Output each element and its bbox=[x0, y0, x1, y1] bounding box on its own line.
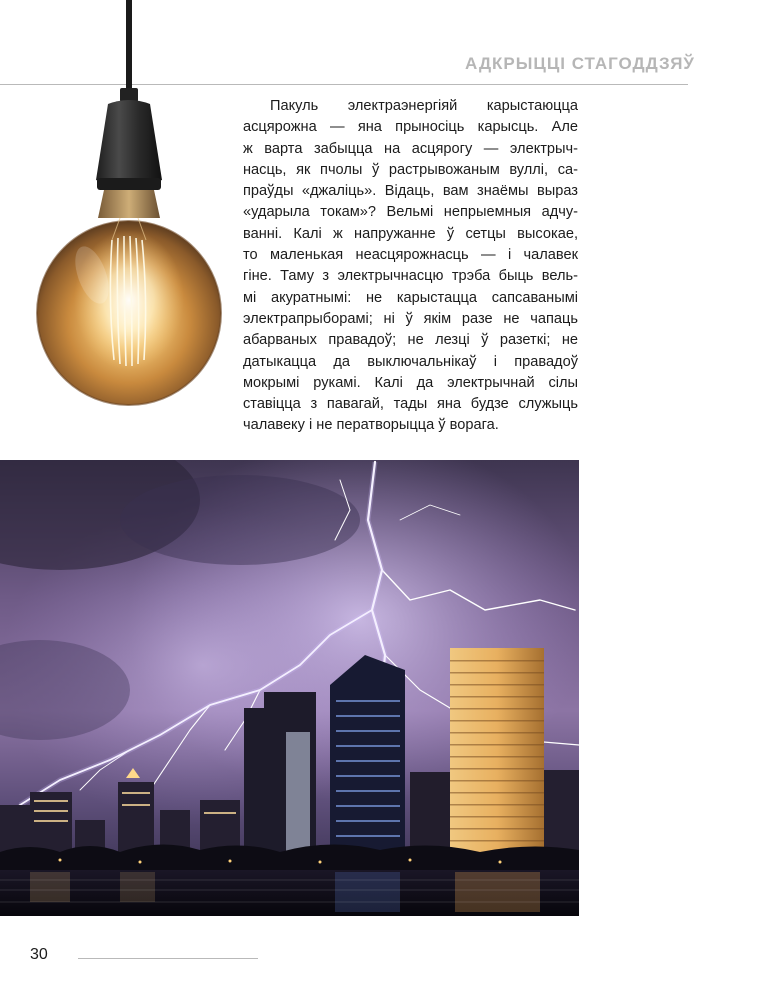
text-line: Пакуль электраэнергіяй карыстаюцца bbox=[270, 98, 578, 114]
text-line: мі акуратнымі: не карыстацца сапсаванымі bbox=[243, 289, 578, 306]
text-line: датыкацца да выключальнікаў і правадоў bbox=[243, 353, 578, 370]
text-line: асцярожна — яна прыносіць карысць. Але bbox=[243, 119, 578, 136]
text-line: ж варта забыцца на асцярогу — электрыч- bbox=[243, 140, 578, 157]
text-line: «ударыла токам»? Вельмі непрыемныя адчу- bbox=[243, 204, 578, 221]
text-line: насць, як пчолы ў растрывожаным вуллі, са- bbox=[243, 161, 578, 178]
text-line: мокрымі рукамі. Калі да электрычнай сілы bbox=[243, 374, 578, 391]
text-line: электрапрыборамі; ні ў якім разе не чапаць bbox=[243, 310, 578, 327]
text-line: абарваных правадоў; не лезці ў разеткі; не bbox=[243, 332, 578, 349]
text-line: чалавеку і не ператворыцца ў ворага. bbox=[243, 417, 499, 434]
text-line: гіне. Таму з электрычнасцю трэба быць вель- bbox=[243, 268, 578, 285]
text-line: праўды «джаліць». Відаць, вам знаёмы выраз bbox=[243, 183, 578, 200]
section-title: АДКРЫЦЦІ СТАГОДДЗЯЎ bbox=[465, 54, 695, 73]
text-line: ставіцца з павагай, тады яна будзе служыць bbox=[243, 396, 578, 413]
text-line: ванні. Калі ж напружанне ў сетцы высокае, bbox=[243, 225, 578, 242]
page-number: 30 bbox=[30, 946, 48, 963]
light-bulb-icon bbox=[0, 0, 250, 420]
footer-rule bbox=[78, 958, 258, 959]
article-text bbox=[243, 96, 578, 437]
lightning-city-photo bbox=[0, 460, 579, 916]
text-line: то маленькая неасцярожнасць — і чалавек bbox=[243, 247, 578, 264]
